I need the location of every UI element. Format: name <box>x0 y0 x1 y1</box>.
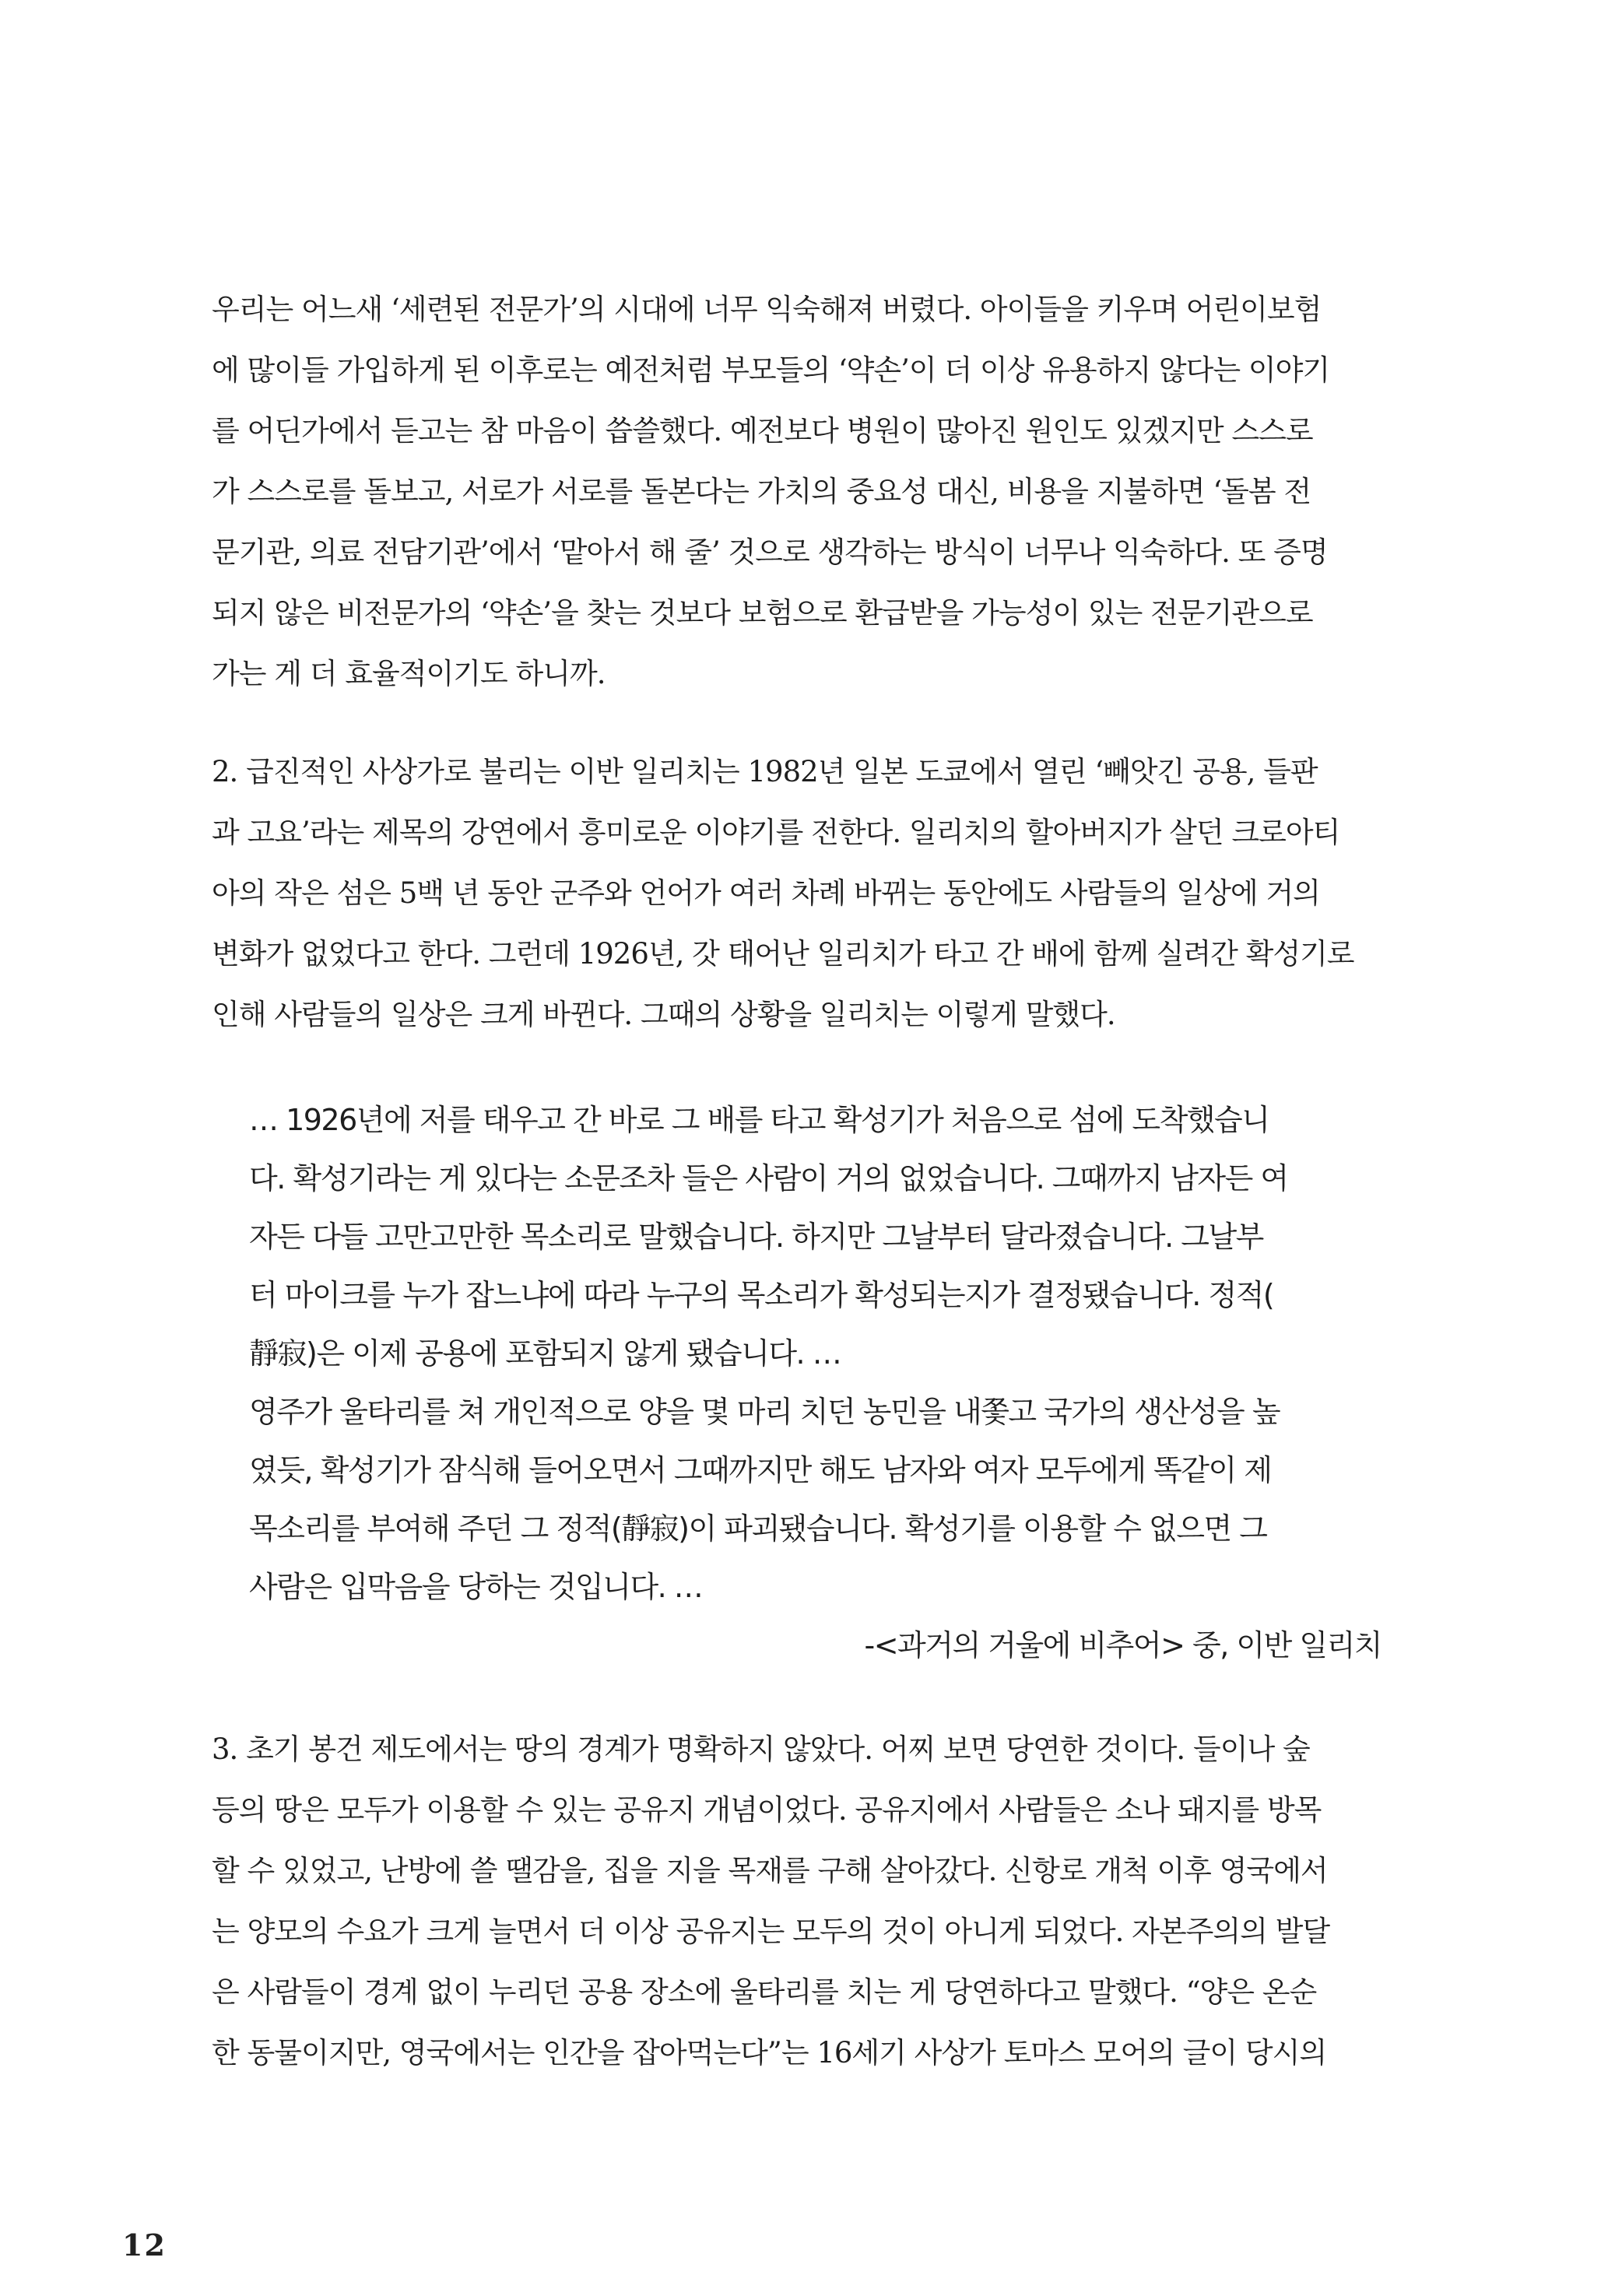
paragraph-1-line: 가 스스로를 돌보고, 서로가 서로를 돌본다는 가치의 중요성 대신, 비용을 지불하면 ‘돌봄 전 <box>212 475 1311 508</box>
paragraph-2-line: 아의 작은 섬은 5백 년 동안 군주와 언어가 여러 차례 바뀌는 동안에도 사람들의 일상에 거의 <box>212 876 1320 910</box>
quote-line: 자든 다들 고만고만한 목소리로 말했습니다. 하지만 그날부터 달라졌습니다. 그날부 <box>249 1220 1263 1254</box>
paragraph-3-line: 는 양모의 수요가 크게 늘면서 더 이상 공유지는 모두의 것이 아니게 되었다. 자본주의의 발달 <box>212 1915 1330 1948</box>
paragraph-3-line: 등의 땅은 모두가 이용할 수 있는 공유지 개념이었다. 공유지에서 사람들은 소나 돼지를 방목 <box>212 1793 1322 1827</box>
quote-line: 였듯, 확성기가 잠식해 들어오면서 그때까지만 해도 남자와 여자 모두에게 똑같이 제 <box>249 1453 1272 1487</box>
quote-line: 靜寂)은 이제 공용에 포함되지 않게 됐습니다. … <box>249 1336 841 1371</box>
paragraph-3-line: 할 수 있었고, 난방에 쓸 땔감을, 집을 지을 목재를 구해 살아갔다. 신항로 개척 이후 영국에서 <box>212 1854 1328 1887</box>
quote-line: 목소리를 부여해 주던 그 정적(靜寂)이 파괴됐습니다. 확성기를 이용할 수 없으면 그 <box>249 1511 1267 1546</box>
quote-attribution: -<과거의 거울에 비추어> 중, 이반 일리치 <box>864 1628 1382 1662</box>
paragraph-3-line: 한 동물이지만, 영국에서는 인간을 잡아먹는다”는 16세기 사상가 토마스 모어의 글이 당시의 <box>212 2036 1327 2070</box>
paragraph-3-line: 3. 초기 봉건 제도에서는 땅의 경계가 명확하지 않았다. 어찌 보면 당연한 것이다. 들이나 숲 <box>212 1733 1310 1766</box>
quote-line: 사람은 입막음을 당하는 것입니다. … <box>249 1570 703 1604</box>
paragraph-2-line: 과 고요’라는 제목의 강연에서 흥미로운 이야기를 전한다. 일리치의 할아버지가 살던 크로아티 <box>212 816 1340 849</box>
quote-line: … 1926년에 저를 태우고 간 바로 그 배를 타고 확성기가 처음으로 섬에 도착했습니 <box>249 1103 1269 1137</box>
paragraph-1-line: 되지 않은 비전문가의 ‘약손’을 찾는 것보다 보험으로 환급받을 가능성이 있는 전문기관으로 <box>212 596 1313 630</box>
paragraph-1-line: 문기관, 의료 전담기관’에서 ‘맡아서 해 줄’ 것으로 생각하는 방식이 너무나 익숙하다. 또 증명 <box>212 535 1328 569</box>
paragraph-1-line: 에 많이들 가입하게 된 이후로는 예전처럼 부모들의 ‘약손’이 더 이상 유용하지 않다는 이야기 <box>212 353 1330 387</box>
paragraph-2-line: 2. 급진적인 사상가로 불리는 이반 일리치는 1982년 일본 도쿄에서 열린 ‘빼앗긴 공용, 들판 <box>212 755 1318 788</box>
paragraph-1-line: 를 어딘가에서 듣고는 참 마음이 씁쓸했다. 예전보다 병원이 많아진 원인도 있겠지만 스스로 <box>212 414 1313 448</box>
quote-line: 터 마이크를 누가 잡느냐에 따라 누구의 목소리가 확성되는지가 결정됐습니다. 정적( <box>249 1278 1274 1312</box>
paragraph-2-line: 인해 사람들의 일상은 크게 바뀐다. 그때의 상황을 일리치는 이렇게 말했다. <box>212 998 1115 1031</box>
page-number: 12 <box>122 2228 167 2263</box>
paragraph-3-line: 은 사람들이 경계 없이 누리던 공용 장소에 울타리를 치는 게 당연하다고 말했다. “양은 온순 <box>212 1975 1317 2009</box>
quote-line: 영주가 울타리를 쳐 개인적으로 양을 몇 마리 치던 농민을 내쫓고 국가의 생산성을 높 <box>249 1395 1280 1429</box>
quote-line: 다. 확성기라는 게 있다는 소문조차 들은 사람이 거의 없었습니다. 그때까지 남자든 여 <box>249 1161 1288 1195</box>
paragraph-1-line: 가는 게 더 효율적이기도 하니까. <box>212 657 606 690</box>
paragraph-2-line: 변화가 없었다고 한다. 그런데 1926년, 갓 태어난 일리치가 타고 간 배에 함께 실려간 확성기로 <box>212 937 1354 971</box>
paragraph-1-line: 우리는 어느새 ‘세련된 전문가’의 시대에 너무 익숙해져 버렸다. 아이들을 키우며 어린이보험 <box>212 293 1322 326</box>
